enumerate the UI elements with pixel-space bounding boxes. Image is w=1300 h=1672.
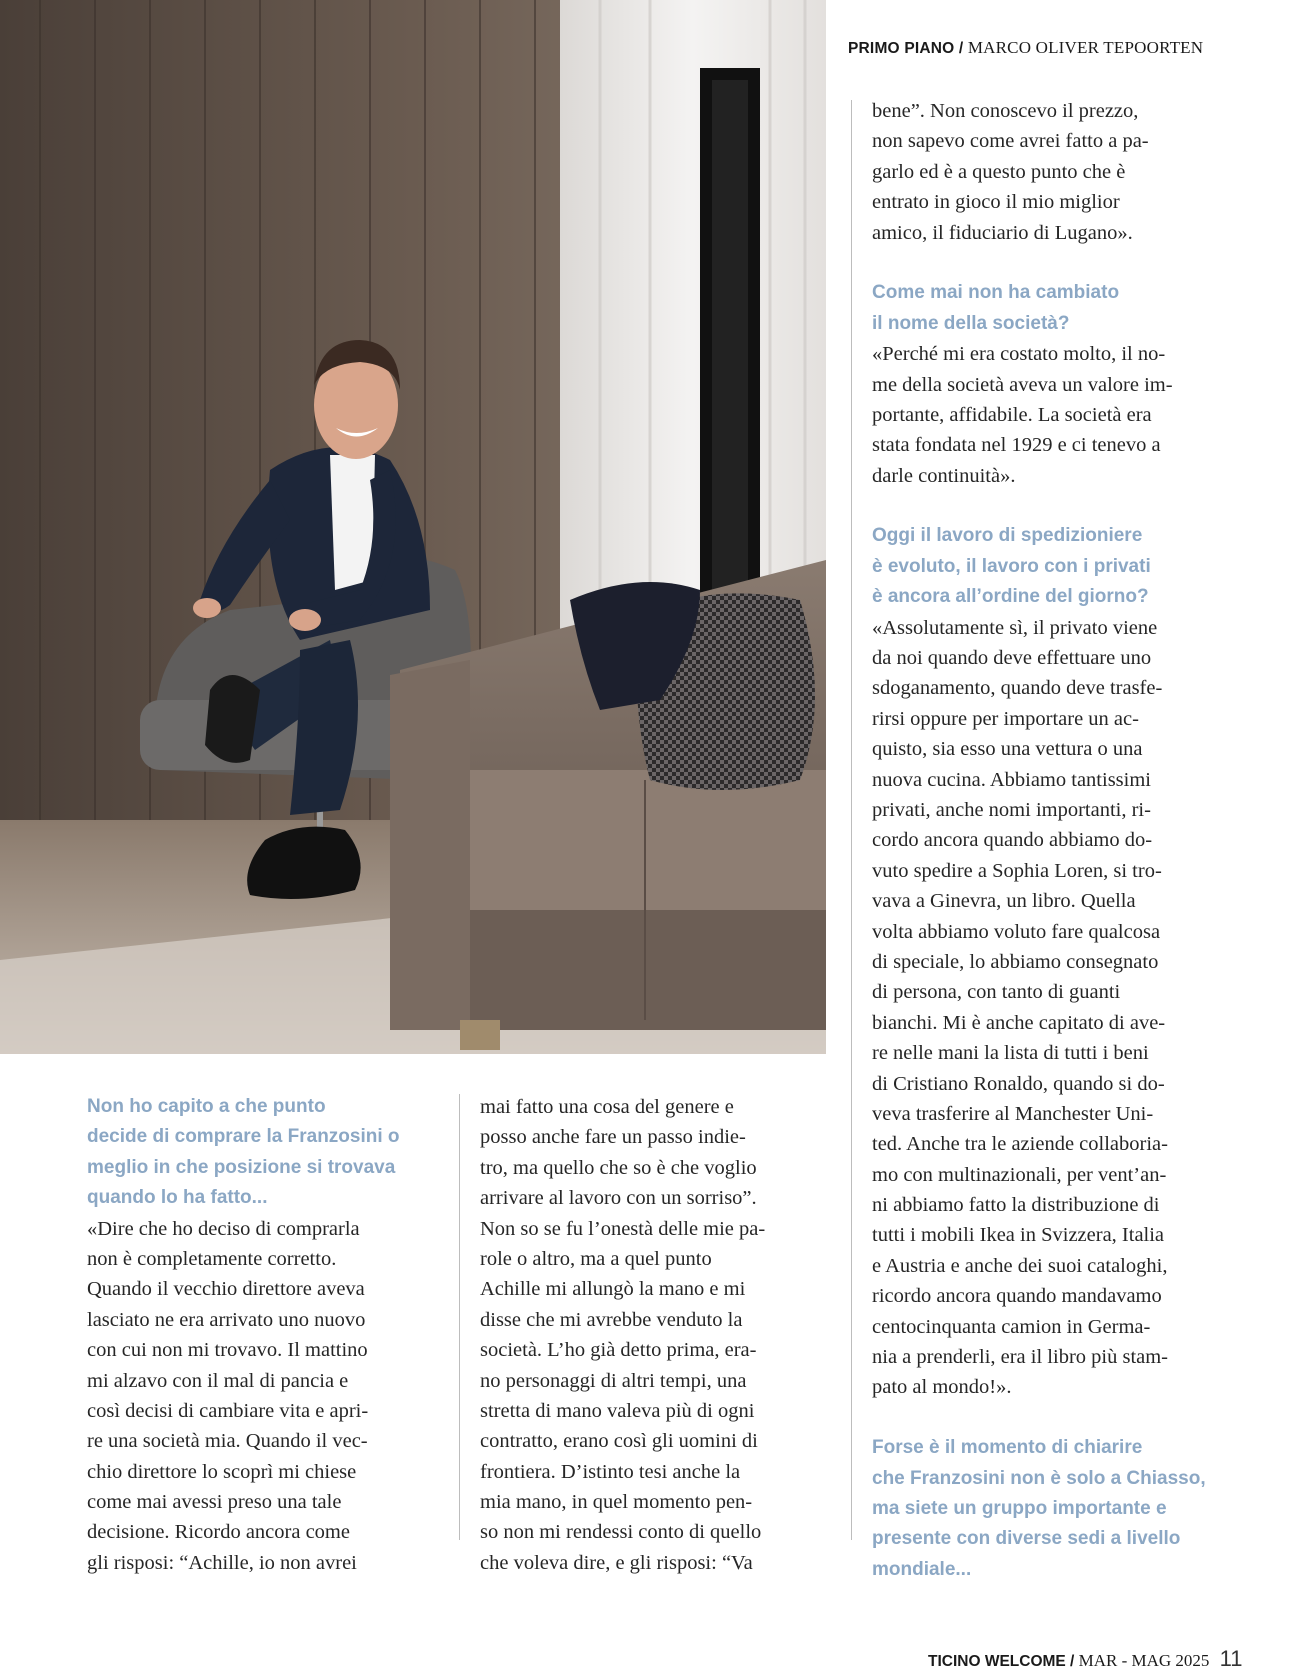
question-line: Come mai non ha cambiato [872,282,1120,304]
body-text-line: so non mi rendessi conto di quello [480,1521,762,1544]
body-text-line: decisione. Ricordo ancora come [87,1521,350,1544]
body-text-line: Achille mi allungò la mano e mi [480,1278,746,1301]
paragraph-gap [872,491,1222,521]
body-text-line: di speciale, lo abbiamo consegnato [872,950,1159,973]
question-line: Oggi il lavoro di spedizioniere [872,525,1143,547]
body-text-line: portante, affidabile. La società era [872,403,1152,426]
question-line: che Franzosini non è solo a Chiasso, [872,1467,1206,1489]
photo-illustration [0,0,826,1054]
body-text-line: tutti i mobili Ikea in Svizzera, Italia [872,1224,1165,1247]
body-text-line: che voleva dire, e gli risposi: “Va [480,1551,753,1574]
header-separator: / [958,40,964,57]
body-text-line: da noi quando deve effettuare uno [872,647,1152,670]
body-text-line: re una società mia. Quando il vec- [87,1430,368,1453]
body-text-line: gli risposi: “Achille, io non avrei [87,1551,357,1574]
body-text-line: me della società aveva un valore im- [872,373,1173,396]
text-column-middle [480,1092,830,1578]
body-text-line: mai fatto una cosa del genere e [480,1096,734,1118]
body-text-line: ted. Anche tra le aziende collaboria- [872,1133,1168,1156]
body-text-line: Quando il vecchio direttore aveva [87,1278,365,1301]
text-column-left [87,1092,443,1578]
body-text-line: cordo ancora quando abbiamo do- [872,829,1153,852]
body-text-line: pato al mondo!». [872,1376,1012,1399]
body-text-line: «Perché mi era costato molto, il no- [872,343,1166,366]
body-text-line: no personaggi di altri tempi, una [480,1369,747,1392]
body-text-line: «Assolutamente sì, il privato viene [872,616,1158,639]
body-text-line: vuto spedire a Sophia Loren, si tro- [872,859,1162,882]
question-line: Forse è il momento di chiarire [872,1437,1143,1459]
interviewee-name: MARCO OLIVER TEPOORTEN [967,38,1204,57]
body-text-line: mo con multinazionali, per vent’an- [872,1163,1167,1186]
body-text-line: role o altro, ma a quel punto [480,1247,712,1270]
portrait-photo [0,0,826,1054]
body-text-line: contratto, erano così gli uomini di [480,1430,758,1453]
body-text-line: Non so se fu l’onestà delle mie pa- [480,1217,766,1240]
body-text-line: garlo ed è a questo punto che è [872,160,1126,183]
body-text-line: di persona, con tanto di guanti [872,981,1121,1004]
body-text-line: privati, anche nomi importanti, ri- [872,798,1151,821]
text-column-right [872,96,1222,1585]
body-text-line: mia mano, in quel momento pen- [480,1491,753,1514]
body-text-line: ricordo ancora quando mandavamo [872,1285,1162,1308]
body-text-line: come mai avessi preso una tale [87,1491,342,1514]
body-text-line: con cui non mi trovavo. Il mattino [87,1339,368,1362]
body-text-line: frontiera. D’istinto tesi anche la [480,1460,741,1483]
issue-date: MAR - MAG 2025 [1078,1651,1210,1670]
body-text-line: mi alzavo con il mal di pancia e [87,1369,349,1392]
question-line: è evoluto, il lavoro con i privati [872,555,1151,577]
question-line: mondiale... [872,1558,972,1580]
body-text-line: società. L’ho già detto prima, era- [480,1339,757,1362]
question-line: decide di comprare la Franzosini o [87,1126,400,1148]
body-text-line: amico, il fiduciario di Lugano». [872,221,1133,244]
body-text-line: vava a Ginevra, un libro. Quella [872,890,1136,913]
magazine-name: TICINO WELCOME [928,1653,1066,1670]
body-text-line: rirsi oppure per importare un ac- [872,707,1139,730]
question-line: quando lo ha fatto... [87,1187,268,1209]
body-text-line: arrivare al lavoro con un sorriso”. [480,1187,757,1210]
body-text-line: re nelle mani la lista di tutti i beni [872,1042,1149,1065]
body-text-line: veva trasferire al Manchester Uni- [872,1102,1154,1125]
footer-separator: / [1070,1653,1075,1670]
page-number: 11 [1219,1646,1243,1671]
running-header [848,38,1288,58]
question-line: il nome della società? [872,312,1070,334]
body-text-line: e Austria e anche dei suoi cataloghi, [872,1254,1168,1277]
column-rule-right [851,100,852,1540]
body-text-line: darle continuità». [872,464,1016,487]
question-line: è ancora all’ordine del giorno? [872,586,1149,608]
body-text-line: nuova cucina. Abbiamo tantissimi [872,768,1151,791]
body-text-line: bianchi. Mi è anche capitato di ave- [872,1011,1166,1034]
body-text-line: nia a prenderli, era il libro più stam- [872,1346,1169,1369]
body-text-line: non è completamente corretto. [87,1247,337,1270]
body-text-line: bene”. Non conoscevo il prezzo, [872,100,1139,122]
question-line: ma siete un gruppo importante e [872,1497,1167,1519]
section-label: PRIMO PIANO [848,40,955,57]
body-text-line: non sapevo come avrei fatto a pa- [872,130,1149,153]
body-text-line: tro, ma quello che so è che voglio [480,1156,757,1179]
body-text-line: stretta di mano valeva più di ogni [480,1399,755,1422]
body-text-line: volta abbiamo voluto fare qualcosa [872,920,1161,943]
body-text-line: stata fondata nel 1929 e ci tenevo a [872,434,1161,457]
body-text-line: così decisi di cambiare vita e apri- [87,1399,369,1422]
body-text-line: chio direttore lo scoprì mi chiese [87,1460,357,1483]
body-text-line: centocinquanta camion in Germa- [872,1315,1151,1338]
body-text-line: disse che mi avrebbe venduto la [480,1308,743,1331]
column-rule-middle [459,1094,460,1540]
question-line: presente con diverse sedi a livello [872,1528,1181,1550]
body-text-line: posso anche fare un passo indie- [480,1126,746,1149]
body-text-line: sdoganamento, quando deve trasfe- [872,677,1163,700]
body-text-line: ni abbiamo fatto la distribuzione di [872,1194,1160,1217]
body-text-line: quisto, sia esso una vettura o una [872,738,1143,761]
question-line: meglio in che posizione si trovava [87,1156,396,1178]
paragraph-gap [872,248,1222,278]
body-text-line: lasciato ne era arrivato uno nuovo [87,1308,366,1331]
body-text-line: di Cristiano Ronaldo, quando si do- [872,1072,1165,1095]
page-footer [928,1646,1288,1672]
paragraph-gap [872,1403,1222,1433]
body-text-line: entrato in gioco il mio miglior [872,191,1120,214]
body-text-line: «Dire che ho deciso di comprarla [87,1217,360,1240]
question-line: Non ho capito a che punto [87,1096,326,1117]
